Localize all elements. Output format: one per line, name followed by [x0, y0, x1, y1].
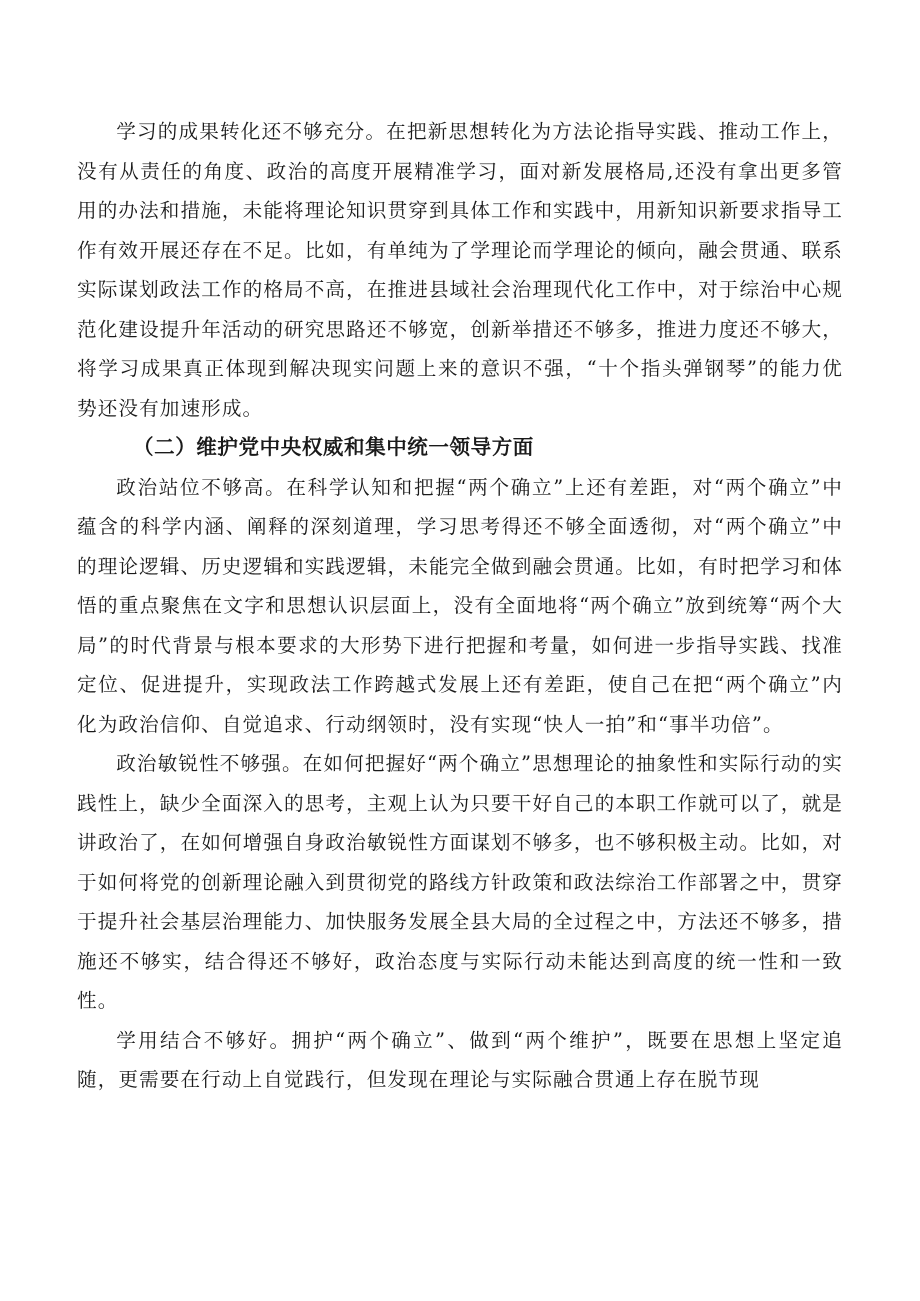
section-heading: （二）维护党中央权威和集中统一领导方面 — [133, 435, 534, 459]
body-paragraph: 学用结合不够好。拥护“两个确立”、做到“两个维护”，既要在思想上坚定追随，更需要在行动上自觉践行，但发现在理论与实际融合贯通上存在脱节现 — [77, 1028, 843, 1091]
body-paragraph: 政治敏锐性不够强。在如何把握好“两个确立”思想理论的抽象性和实际行动的实践性上，缺少全面深入的思考，主观上认为只要干好自己的本职工作就可以了，就是讲政治了，在如何增强自身政治敏锐性方面谋划不够多，也不够积极主动。比如，对于如何将党的创新理论融入到贯彻党的路线方针政策和政法综治工作部署之中，贯穿于提升社会基层治理能力、加快服务发展全县大局的全过程之中，方法还不够多，措施还不够实，结合得还不够好，政治态度与实际行动未能达到高度的统一性和一致性。 — [77, 752, 843, 1012]
document-page — [77, 112, 843, 1100]
body-paragraph: 学习的成果转化还不够充分。在把新思想转化为方法论指导实践、推动工作上，没有从责任的角度、政治的高度开展精准学习，面对新发展格局,还没有拿出更多管用的办法和措施，未能将理论知识贯穿到具体工作和实践中，用新知识新要求指导工作有效开展还存在不足。比如，有单纯为了学理论而学理论的倾向，融会贯通、联系实际谋划政法工作的格局不高，在推进县域社会治理现代化工作中，对于综治中心规范化建设提升年活动的研究思路还不够宽，创新举措还不够多，推进力度还不够大，将学习成果真正体现到解决现实问题上来的意识不强，“十个指头弹钢琴”的能力优势还没有加速形成。 — [77, 120, 843, 420]
body-paragraph: 政治站位不够高。在科学认知和把握“两个确立”上还有差距，对“两个确立”中蕴含的科学内涵、阐释的深刻道理，学习思考得还不够全面透彻，对“两个确立”中的理论逻辑、历史逻辑和实践逻辑，未能完全做到融会贯通。比如，有时把学习和体悟的重点聚焦在文字和思想认识层面上，没有全面地将“两个确立”放到统筹“两个大局”的时代背景与根本要求的大形势下进行把握和考量，如何进一步指导实践、找准定位、促进提升，实现政法工作跨越式发展上还有差距，使自己在把“两个确立”内化为政治信仰、自觉追求、行动纲领时，没有实现“快人一拍”和“事半功倍”。 — [77, 475, 843, 736]
